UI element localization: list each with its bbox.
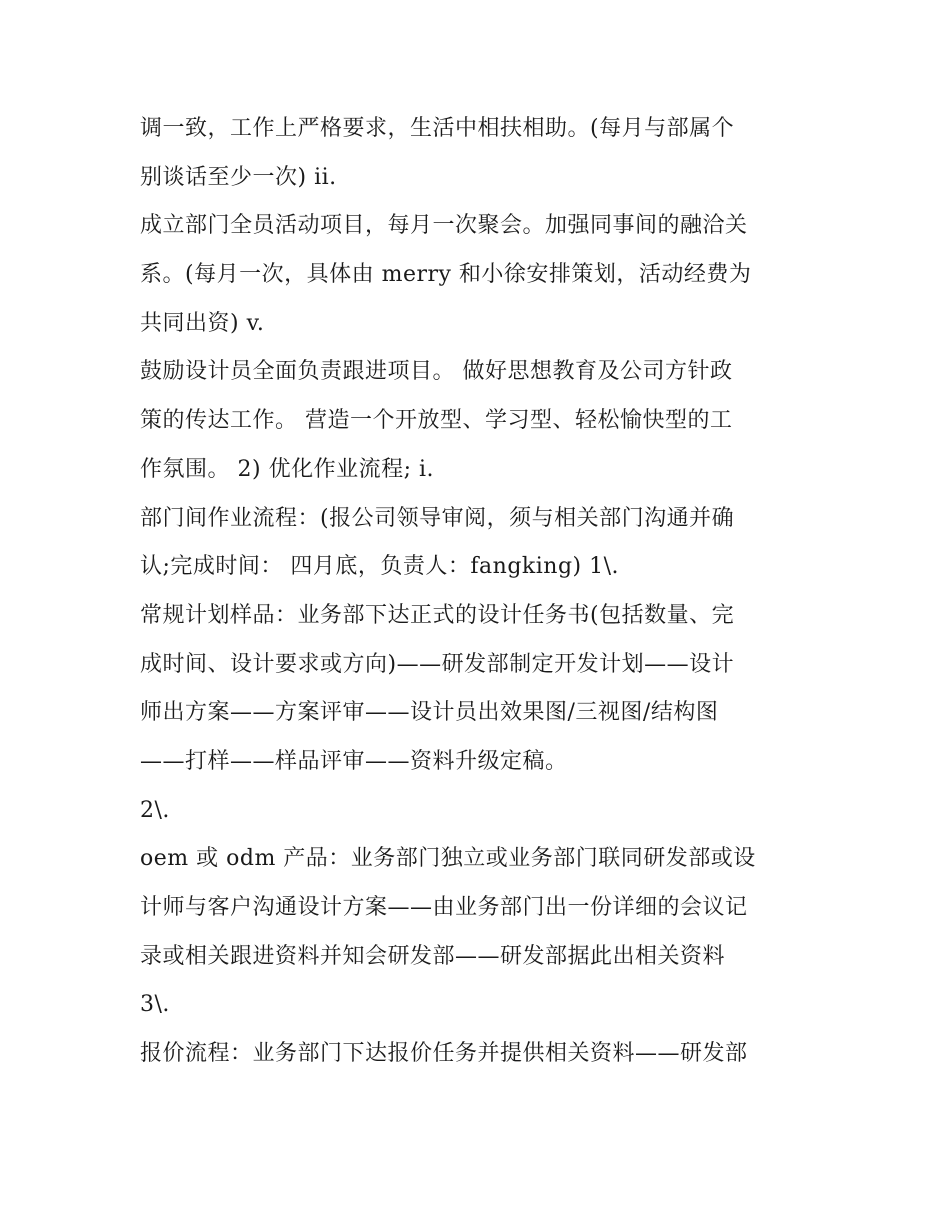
text-line: 成时间、设计要求或方向)——研发部制定开发计划——设计 (140, 651, 735, 677)
text-line: 计师与客户沟通设计方案——由业务部门出一份详细的会议记 (140, 895, 748, 920)
text-line: 常规计划样品：业务部下达正式的设计任务书(包括数量、完 (140, 602, 735, 628)
text-line: 报价流程：业务部门下达报价任务并提供相关资料——研发部 (140, 1041, 748, 1067)
text-line: 3\. (140, 992, 170, 1018)
text-line: ——打样——样品评审——资料升级定稿。 (140, 748, 568, 774)
text-line: 系。(每月一次，具体由 merry 和小徐安排策划，活动经费为 (140, 262, 752, 288)
text-line: 共同出资) v. (140, 310, 265, 336)
text-line: 鼓励设计员全面负责跟进项目。 做好思想教育及公司方针政 (140, 359, 733, 385)
text-line: 成立部门全员活动项目，每月一次聚会。加强同事间的融洽关 (140, 213, 748, 239)
text-line: 部门间作业流程：(报公司领导审阅，须与相关部门沟通并确 (140, 505, 735, 531)
text-line: 调一致，工作上严格要求，生活中相扶相助。(每月与部属个 (140, 116, 735, 141)
text-line: oem 或 odm 产品：业务部门独立或业务部门联同研发部或设 (140, 846, 756, 872)
text-line: 师出方案——方案评审——设计员出效果图/三视图/结构图 (140, 700, 719, 726)
text-line: 策的传达工作。 营造一个开放型、学习型、轻松愉快型的工 (140, 408, 733, 434)
document-body (140, 105, 830, 1079)
text-line: 作氛围。 2) 优化作业流程; i. (140, 456, 435, 482)
text-line: 别谈话至少一次) ii. (140, 164, 337, 190)
text-line: 2\. (140, 797, 170, 823)
text-line: 认;完成时间： 四月底，负责人：fangking) 1\. (140, 554, 620, 580)
text-line: 录或相关跟进资料并知会研发部——研发部据此出相关资料 (140, 943, 726, 969)
